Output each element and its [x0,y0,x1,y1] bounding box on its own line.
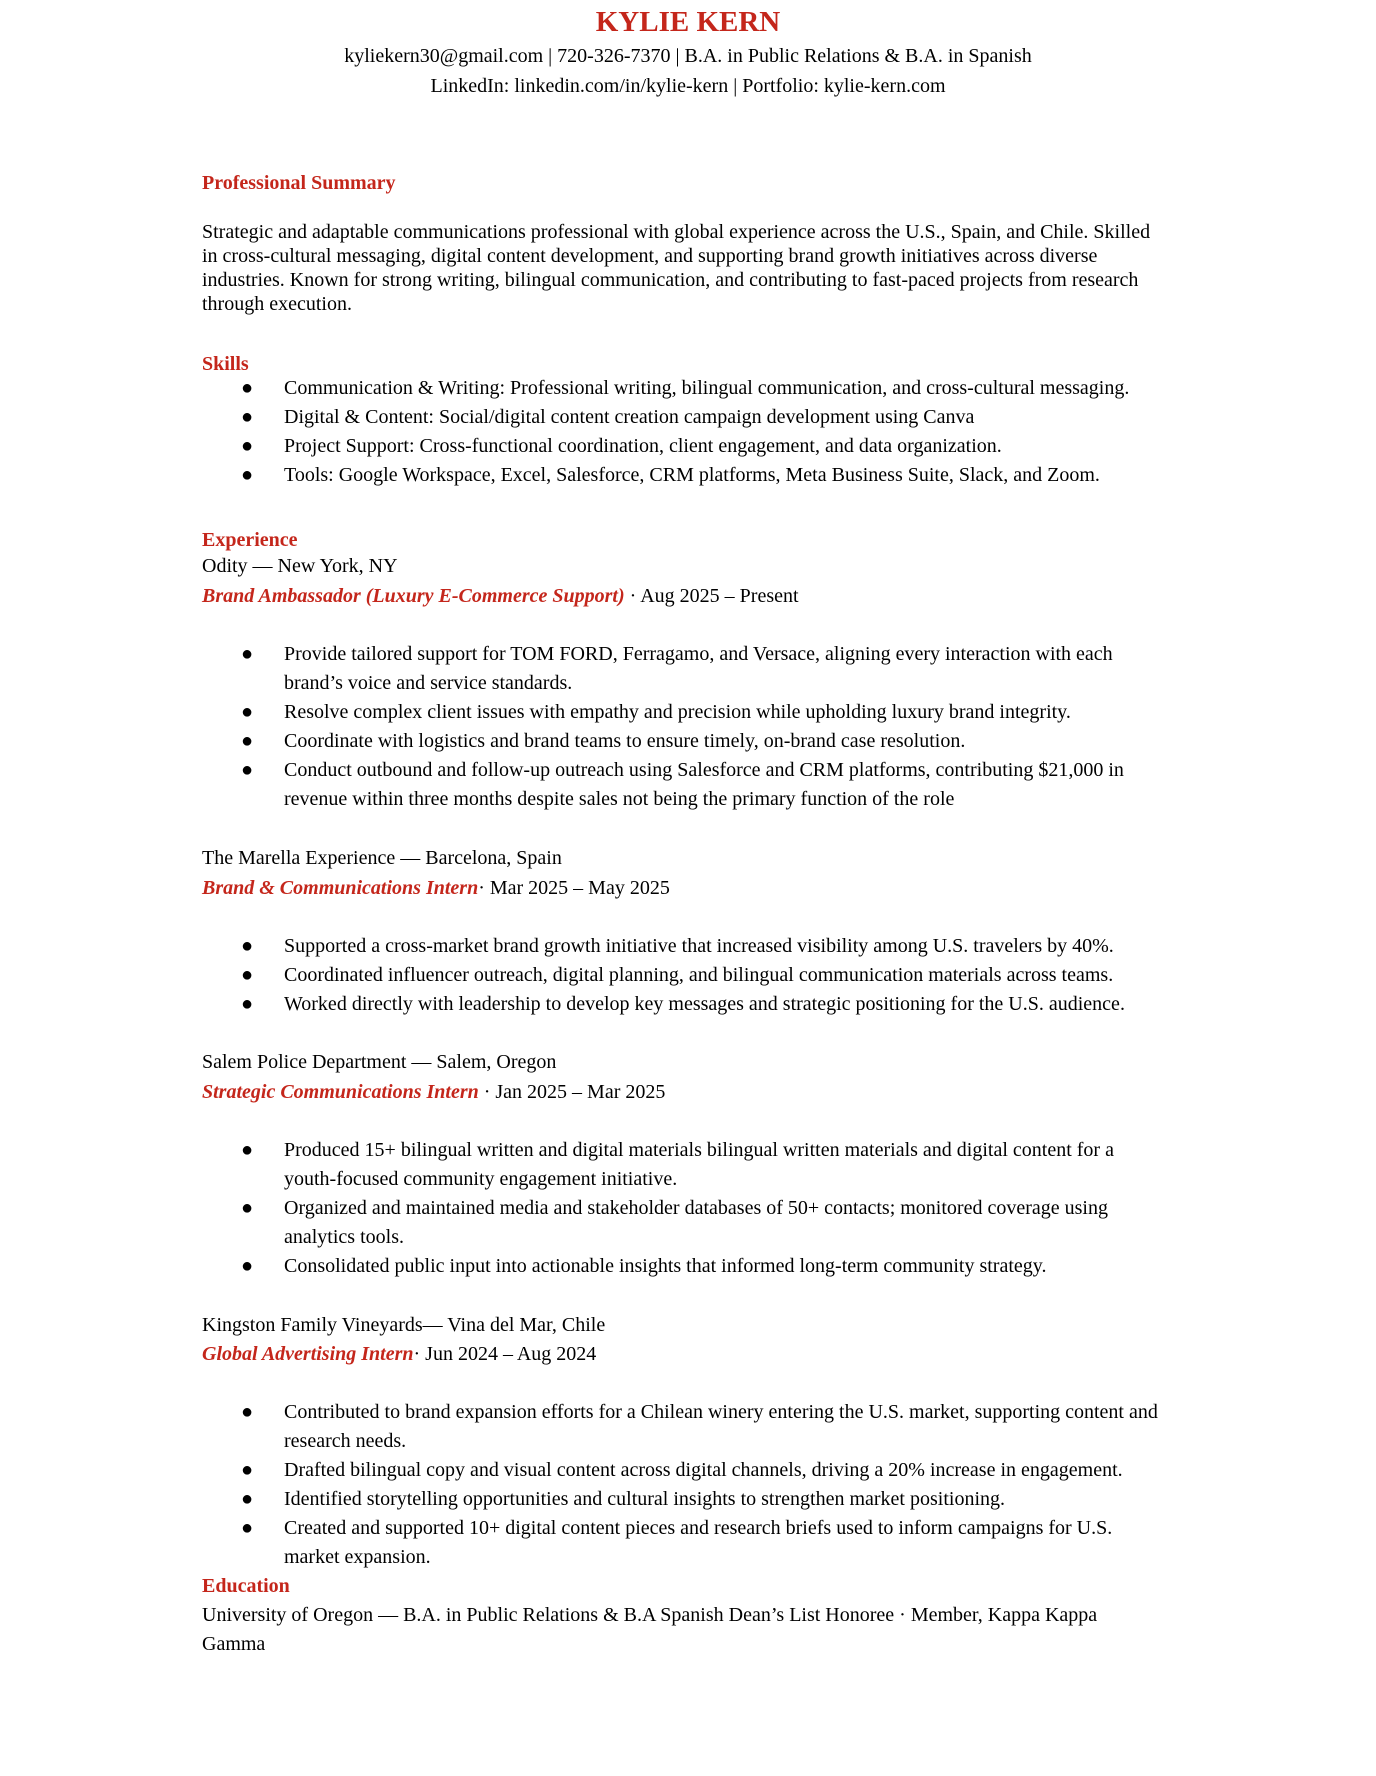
bullet-icon: ● [241,1197,254,1219]
job-bullets [202,1398,1202,1572]
job-role: Brand & Communications Intern [202,877,479,899]
job-dates: · Aug 2025 – Present [624,585,799,607]
bullet-icon: ● [241,1139,254,1161]
list-item: ● Worked directly with leadership to develop key messages and strategic positioning for the U.S. audience. [202,990,1202,1019]
education-line: University of Oregon — B.A. in Public Relations & B.A Spanish Dean’s List Honoree · Member, Kappa Kappa [202,1604,1098,1626]
bullet-icon: ● [241,1459,254,1481]
job-dates: · Jan 2025 – Mar 2025 [478,1081,666,1103]
bullet-icon: ● [241,643,254,665]
list-item: ● Produced 15+ bilingual written and digital materials bilingual written materials and digital content for a youth-focused community engagement initiative. [202,1136,1202,1194]
job-organization: Odity — New York, NY [202,555,398,577]
bullet-icon: ● [241,935,254,957]
job-role: Brand Ambassador (Luxury E-Commerce Support) [202,585,625,607]
job-organization: Kingston Family Vineyards— Vina del Mar, Chile [202,1314,606,1336]
list-item: ● Created and supported 10+ digital content pieces and research briefs used to inform campaigns for U.S. market expansion. [202,1514,1202,1572]
job-organization: Salem Police Department — Salem, Oregon [202,1051,557,1073]
bullet-icon: ● [241,464,254,486]
education-line: Gamma [202,1633,266,1655]
bullet-icon: ● [241,1488,254,1510]
bullet-icon: ● [241,1255,254,1277]
list-item: ● Tools: Google Workspace, Excel, Salesforce, CRM platforms, Meta Business Suite, Slack, and Zoom. [202,461,1202,490]
summary-heading: Professional Summary [202,172,396,194]
summary-line: industries. Known for strong writing, bilingual communication, and contributing to fast-paced projects from research [202,269,1139,291]
job-title-line [202,1078,1202,1107]
bullet-icon: ● [241,993,254,1015]
education-entry [202,1601,1202,1659]
job-title-line [202,874,1202,903]
job-organization: The Marella Experience — Barcelona, Spain [202,847,562,869]
education-heading: Education [202,1575,290,1597]
list-item: ● Digital & Content: Social/digital content creation campaign development using Canva [202,403,1202,432]
job-role: Strategic Communications Intern [202,1081,479,1103]
list-item: ● Provide tailored support for TOM FORD, Ferragamo, and Versace, aligning every interaction with each brand’s voice and service standards. [202,640,1202,698]
list-item: ● Consolidated public input into actionable insights that informed long-term community strategy. [202,1252,1202,1281]
job-title-line [202,582,1202,611]
list-item: ● Project Support: Cross-functional coordination, client engagement, and data organization. [202,432,1202,461]
list-item: ● Drafted bilingual copy and visual content across digital channels, driving a 20% increase in engagement. [202,1456,1202,1485]
list-item: ● Organized and maintained media and stakeholder databases of 50+ contacts; monitored coverage using analytics tools. [202,1194,1202,1252]
list-item: ● Conduct outbound and follow-up outreach using Salesforce and CRM platforms, contributing $21,000 in revenue within three months despite sales not being the primary function of the role [202,756,1202,814]
list-item: ● Coordinate with logistics and brand teams to ensure timely, on-brand case resolution. [202,727,1202,756]
candidate-name: KYLIE KERN [595,6,781,38]
skills-heading: Skills [202,353,249,375]
skills-list [202,374,1202,490]
bullet-icon: ● [241,759,254,781]
list-item: ● Identified storytelling opportunities and cultural insights to strengthen market positioning. [202,1485,1202,1514]
job-bullets [202,932,1202,1019]
bullet-icon: ● [241,435,254,457]
list-item: ● Contributed to brand expansion efforts for a Chilean winery entering the U.S. market, supporting content and research needs. [202,1398,1202,1456]
summary-line: in cross-cultural messaging, digital content development, and supporting brand growth initiatives across diverse [202,245,1098,267]
contact-line-1: kyliekern30@gmail.com | 720-326-7370 | B.A. in Public Relations & B.A. in Spanish [344,45,1032,67]
job-title-line [202,1340,1202,1369]
list-item: ● Resolve complex client issues with empathy and precision while upholding luxury brand integrity. [202,698,1202,727]
bullet-icon: ● [241,964,254,986]
bullet-icon: ● [241,1401,254,1423]
list-item: ● Supported a cross-market brand growth initiative that increased visibility among U.S. travelers by 40%. [202,932,1202,961]
summary-line: through execution. [202,293,352,315]
list-item: ● Communication & Writing: Professional writing, bilingual communication, and cross-cultural messaging. [202,374,1202,403]
bullet-icon: ● [241,730,254,752]
summary-line: Strategic and adaptable communications professional with global experience across the U.S., Spain, and Chile. Skilled [202,221,1151,243]
job-bullets [202,1136,1202,1281]
job-dates: · Jun 2024 – Aug 2024 [413,1343,597,1365]
list-item: ● Coordinated influencer outreach, digital planning, and bilingual communication materials across teams. [202,961,1202,990]
bullet-icon: ● [241,1517,254,1539]
job-bullets [202,640,1202,814]
experience-heading: Experience [202,529,298,551]
summary-paragraph [202,220,1192,316]
job-dates: · Mar 2025 – May 2025 [478,877,670,899]
job-role: Global Advertising Intern [202,1343,414,1365]
contact-line-2: LinkedIn: linkedin.com/in/kylie-kern | Portfolio: kylie-kern.com [430,75,946,97]
bullet-icon: ● [241,406,254,428]
bullet-icon: ● [241,377,254,399]
bullet-icon: ● [241,701,254,723]
